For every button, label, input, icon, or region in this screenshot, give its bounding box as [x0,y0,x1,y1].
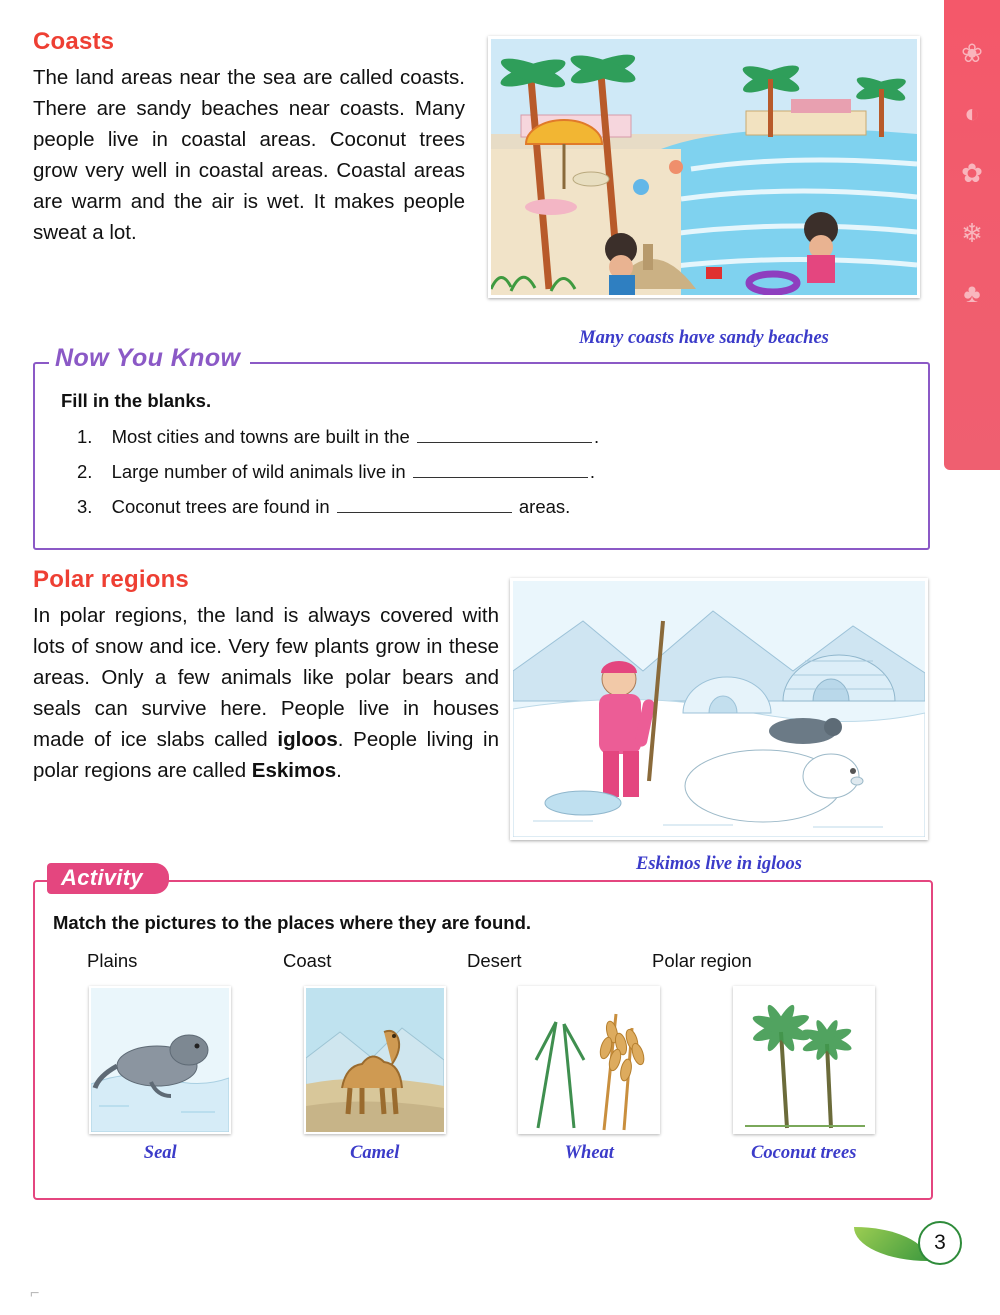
flower-icon: ❄ [961,218,983,248]
list-item [65,426,904,448]
wheat-stalks-image[interactable] [518,986,660,1134]
page-title-polar-regions: Polar regions [33,566,189,593]
card-caption-seal: Seal [143,1143,177,1163]
activity-cards [53,986,911,1164]
answer-blank[interactable] [413,463,588,478]
coast-figure-caption: Many coasts have sandy beaches [579,328,829,348]
side-decoration-tab [944,0,1000,470]
question-number: 1. [77,426,93,447]
card-slot-wheat [482,986,697,1164]
camel-in-desert-image[interactable] [304,986,446,1134]
page-number-badge [848,1215,968,1271]
coast-beach-illustration [488,36,920,298]
question-text: Large number of wild animals live in [111,461,406,482]
list-item [65,461,904,483]
card-slot-camel [268,986,483,1164]
card-caption-wheat: Wheat [564,1143,614,1163]
fill-in-the-blanks-heading: Fill in the blanks. [61,390,212,411]
question-number: 3. [77,496,93,517]
term-igloos: igloos [277,728,338,751]
polar-igloo-illustration [510,578,928,840]
now-you-know-label: Now You Know [49,344,250,373]
answer-blank[interactable] [337,498,512,513]
place-label-desert: Desert [467,950,522,971]
coconut-trees-image[interactable] [733,986,875,1134]
answer-blank[interactable] [417,428,592,443]
leaf-icon [854,1227,928,1261]
place-label-coast: Coast [283,950,332,971]
question-text: Most cities and towns are built in the [111,426,410,447]
card-slot-seal [53,986,268,1164]
page-number: 3 [918,1221,962,1265]
polar-figure-caption: Eskimos live in igloos [635,854,802,874]
question-suffix: . [593,426,600,447]
list-item [65,496,904,518]
place-labels-row [53,950,911,972]
watermelon-icon: ◐ [964,98,980,128]
polar-regions-section [33,566,933,874]
term-eskimos: Eskimos [251,759,337,782]
polar-text-part-3: . [336,759,342,782]
polar-text-part-2: . People living in polar regions are called [33,728,499,782]
coasts-section [33,28,944,348]
now-you-know-box [33,344,930,550]
corner-mark: ⌐ [30,1285,40,1302]
card-caption-camel: Camel [350,1143,400,1163]
coasts-paragraph: The land areas near the sea are called coasts. There are sandy beaches near coasts. Many people live in coastal areas. Coconut trees grow very well in coastal areas. Coastal areas are warm and the air is wet. It makes people sweat a lot. [33,66,465,244]
polar-paragraph [33,600,499,786]
seal-on-ice-image[interactable] [89,986,231,1134]
activity-heading: Match the pictures to the places where they are found. [53,912,532,933]
card-caption-coconut-trees: Coconut trees [751,1143,857,1163]
tree-icon: ♣ [963,278,981,308]
activity-label: Activity [47,863,169,894]
leaf-icon: ✿ [961,158,983,188]
question-suffix: areas. [518,496,571,517]
activity-box [33,865,933,1200]
place-label-polar-region: Polar region [652,950,752,971]
page-title-coasts: Coasts [33,28,115,55]
card-slot-coconut-trees [697,986,912,1164]
question-number: 2. [77,461,93,482]
place-label-plains: Plains [87,950,138,971]
blanks-list [61,426,904,518]
question-suffix: . [589,461,595,482]
question-text: Coconut trees are found in [111,496,330,517]
polar-text-part-1: In polar regions, the land is always covered with lots of snow and ice. Very few plants grow in these areas. Only a few animals like polar bears and seals can survive here. People live in houses made of ice slabs called [33,604,499,751]
flower-icon: ❀ [961,38,983,68]
